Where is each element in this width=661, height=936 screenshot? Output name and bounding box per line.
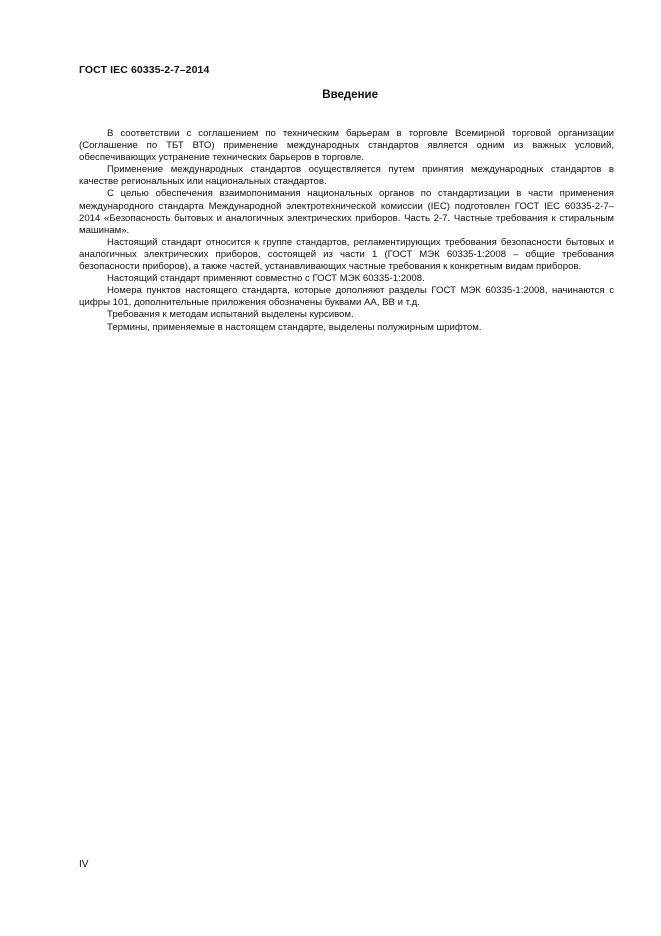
paragraph: Настоящий стандарт относится к группе стандартов, регламентирующих требования безопасности бытовых и аналогичных электрических приборов, состоящей из части 1 (ГОСТ МЭК 60335-1:2008 – общие требования безопасности приборов), а также частей, устанавливающих частные требования к конкретным видам приборов. — [79, 236, 614, 273]
page-number: IV — [79, 859, 89, 870]
paragraph: Настоящий стандарт применяют совместно с ГОСТ МЭК 60335-1:2008. — [107, 273, 425, 285]
document-code-header: ГОСТ IEC 60335-2-7–2014 — [79, 64, 210, 76]
introduction-body — [79, 128, 614, 334]
paragraph: С целью обеспечения взаимопонимания национальных органов по стандартизации в части применения международного стандарта Международной электротехнической комиссии (IEC) подготовлен ГОСТ IEC 60335-2-7–2014 «Безопасность бытовых и аналогичных электрических приборов. Часть 2-7. Частные требования к стиральным машинам». — [79, 188, 614, 236]
section-title: Введение — [322, 89, 378, 101]
paragraph: Применение международных стандартов осуществляется путем принятия международных стандартов в качестве региональных или национальных стандартов. — [79, 164, 614, 188]
paragraph: Номера пунктов настоящего стандарта, которые дополняют разделы ГОСТ МЭК 60335-1:2008, начинаются с цифры 101, дополнительные приложения обозначены буквами AA, BB и т.д. — [79, 285, 614, 309]
paragraph: В соответствии с соглашением по техническим барьерам в торговле Всемирной торговой организации (Соглашение по ТБТ ВТО) применение международных стандартов является одним из важных условий, обеспечивающих устранение технических барьеров в торговле. — [79, 128, 614, 164]
paragraph: Требования к методам испытаний выделены курсивом. — [107, 309, 354, 321]
paragraph: Термины, применяемые в настоящем стандарте, выделены полужирным шрифтом. — [107, 321, 482, 333]
